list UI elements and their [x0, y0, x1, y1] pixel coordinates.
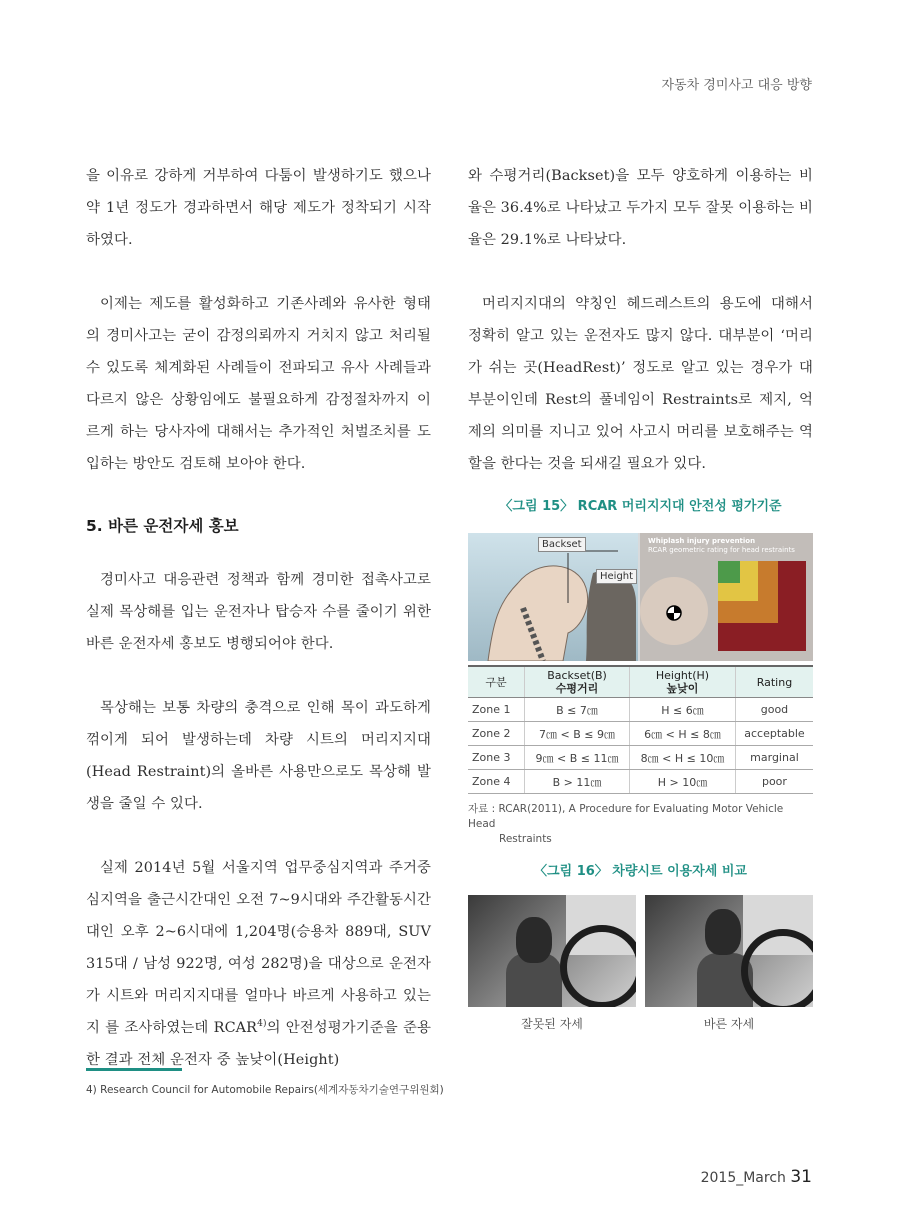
cell-rating: good — [735, 698, 813, 722]
cell-zone: Zone 2 — [468, 722, 525, 746]
rating-table — [468, 665, 813, 794]
cell-zone: Zone 4 — [468, 770, 525, 794]
page-number: 31 — [790, 1167, 812, 1187]
left-column — [86, 160, 431, 1076]
left-paragraph-5-tail: 의 안전성평가기준을 준용한 결과 전체 운전자 중 높낮이(Height) — [86, 1020, 431, 1068]
footnote-divider — [86, 1068, 182, 1071]
cell-backset: 9㎝ < B ≤ 11㎝ — [525, 746, 630, 770]
right-paragraph-1: 와 수평거리(Backset)을 모두 양호하게 이용하는 비율은 36.4%로 나타났고 두가지 모두 잘못 이용하는 비율은 29.1%로 나타났다. — [468, 168, 813, 248]
right-paragraph-2: 머리지지대의 약칭인 헤드레스트의 용도에 대해서 정확히 알고 있는 운전자도 많지 않다. 대부분이 ‘머리가 쉬는 곳(HeadRest)’ 정도로 알고 있는 경우가 대부분이인데 Rest의 풀네임이 Restraints로 제지, 억제의 의미를 지니고 있어 사고시 머리를 보호해주는 역할을 한다는 것을 되새길 필요가 있다. — [468, 296, 813, 472]
height-label: Height — [596, 569, 637, 584]
right-column — [468, 160, 813, 1032]
running-header: 자동차 경미사고 대응 방향 — [661, 78, 812, 93]
col-rating: Rating — [735, 666, 813, 698]
figure-16-caption: 〈그림 16〉 차량시트 이용자세 비교 — [534, 864, 747, 879]
section-title: 5. 바른 운전자세 홍보 — [86, 517, 239, 535]
steering-wheel — [560, 925, 636, 1007]
footnote-ref: 4) — [257, 1019, 267, 1030]
photo-caption-correct: 바른 자세 — [703, 1017, 755, 1031]
figure-15-source — [468, 802, 813, 847]
table-row — [468, 722, 813, 746]
whiplash-rating-chart — [640, 533, 813, 661]
col-backset-ko: 수평거리 — [555, 682, 599, 695]
photo-caption-wrong: 잘못된 자세 — [521, 1017, 583, 1031]
page-footer — [701, 1167, 812, 1187]
table-row — [468, 698, 813, 722]
figure-15-image — [468, 533, 813, 661]
left-paragraph-4: 목상해는 보통 차량의 충격으로 인해 목이 과도하게 꺾이게 되어 발생하는데 차량 시트의 머리지지대(Head Restraint)의 올바른 사용만으로도 목상해 발생을 줄일 수 있다. — [86, 700, 431, 812]
col-backset — [525, 666, 630, 698]
footnote: 4) Research Council for Automobile Repairs(세계자동차기술연구위원회) — [86, 1084, 444, 1096]
cell-rating: poor — [735, 770, 813, 794]
source-line-2: Restraints — [499, 833, 552, 845]
photo-wrong-posture — [468, 895, 636, 1007]
whiplash-title: Whiplash injury prevention — [648, 537, 756, 545]
left-paragraph-2: 이제는 제도를 활성화하고 기존사례와 유사한 형태의 경미사고는 굳이 감정의뢰까지 거치지 않고 처리될 수 있도록 체계화된 사례들이 전파되고 유사 사례들과 다르지 않은 상황임에도 불필요하게 감정절차까지 이르게 하는 당사자에 대해서는 추가적인 처벌조치를 도입하는 방안도 검토해 보아야 한다. — [86, 296, 431, 472]
rating-zones-graphic — [640, 533, 813, 661]
driver-head — [516, 917, 552, 963]
cell-height: H > 10㎝ — [630, 770, 736, 794]
source-line-1: 자료 : RCAR(2011), A Procedure for Evaluating Motor Vehicle Head — [468, 803, 784, 830]
table-row — [468, 770, 813, 794]
col-height — [630, 666, 736, 698]
cell-backset: B ≤ 7㎝ — [525, 698, 630, 722]
left-paragraph-5 — [86, 852, 431, 1076]
left-paragraph-5-text: 실제 2014년 5월 서울지역 업무중심지역과 주거중심지역을 출근시간대인 오전 7~9시대와 주간활동시간대인 오후 2~6시대에 1,204명(승용차 889대, SUV 315대 / 남성 922명, 여성 282명)을 대상으로 운전자가 시트와 머리지지대를 얼마나 바르게 사용하고 있는지 를 조사하였는데 RCAR — [86, 860, 431, 1036]
driver-head — [705, 909, 741, 955]
col-height-en: Height(H) — [655, 669, 710, 682]
cell-height: H ≤ 6㎝ — [630, 698, 736, 722]
cell-rating: marginal — [735, 746, 813, 770]
issue-label: 2015_March — [700, 1170, 786, 1186]
col-backset-en: Backset(B) — [547, 669, 607, 682]
figure-15-caption: 〈그림 15〉 RCAR 머리지지대 안전성 평가기준 — [499, 499, 782, 514]
col-height-ko: 높낮이 — [666, 682, 699, 695]
head-silhouette-illustration — [468, 533, 638, 661]
cell-height: 8㎝ < H ≤ 10㎝ — [630, 746, 736, 770]
rating-table-header — [468, 666, 813, 698]
left-paragraph-1: 을 이유로 강하게 거부하여 다툼이 발생하기도 했으나 약 1년 정도가 경과하면서 해당 제도가 정착되기 시작하였다. — [86, 168, 431, 248]
cell-zone: Zone 1 — [468, 698, 525, 722]
figure-16-captions — [468, 1007, 813, 1032]
headrest-diagram — [468, 533, 638, 661]
table-row — [468, 746, 813, 770]
whiplash-subtitle: RCAR geometric rating for head restraints — [648, 546, 795, 554]
photo-correct-posture — [645, 895, 813, 1007]
cell-zone: Zone 3 — [468, 746, 525, 770]
cell-backset: B > 11㎝ — [525, 770, 630, 794]
cell-rating: acceptable — [735, 722, 813, 746]
backset-label: Backset — [538, 537, 586, 552]
figure-16-photos — [468, 895, 813, 1007]
cell-backset: 7㎝ < B ≤ 9㎝ — [525, 722, 630, 746]
cell-height: 6㎝ < H ≤ 8㎝ — [630, 722, 736, 746]
col-zone: 구분 — [468, 666, 525, 698]
left-paragraph-3: 경미사고 대응관련 정책과 함께 경미한 접촉사고로 실제 목상해를 입는 운전자나 탑승자 수를 줄이기 위한 바른 운전자세 홍보도 병행되어야 한다. — [86, 572, 431, 652]
